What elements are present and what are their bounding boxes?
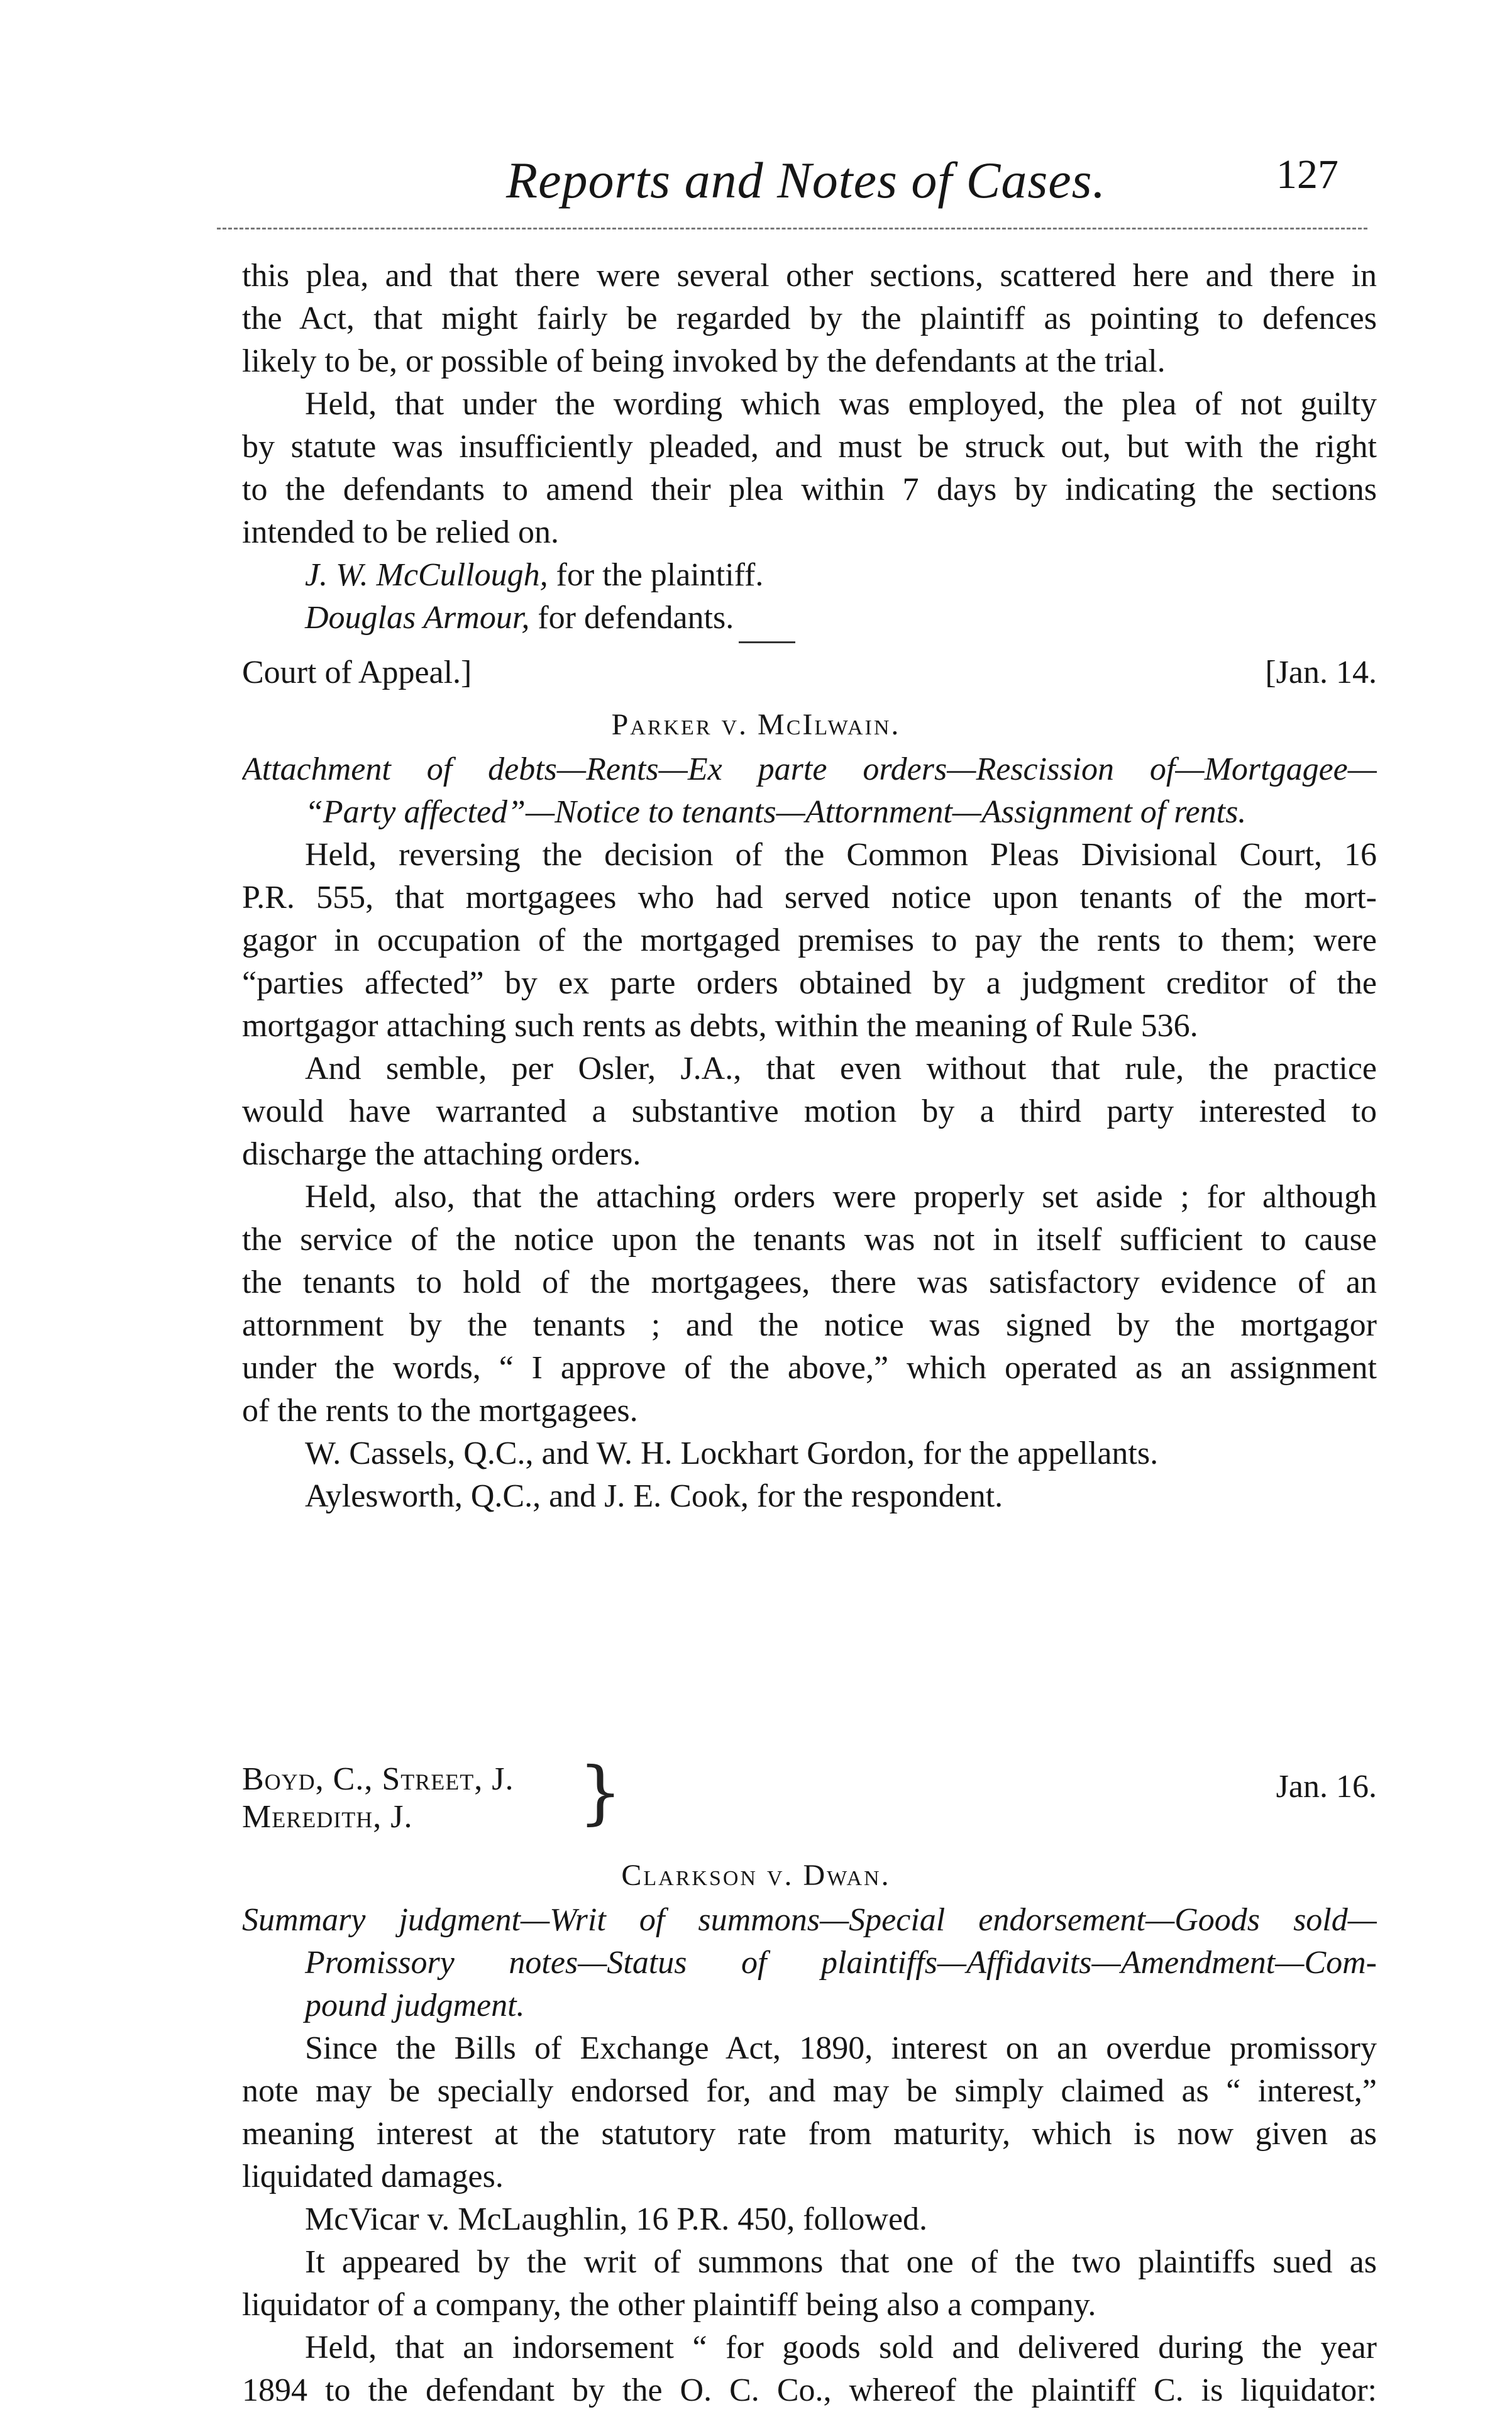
body-line: 1894 to the defendant by the O. C. Co., whereof the plaintiff C. is liquidator: — [242, 2372, 1377, 2408]
brace-glyph: } — [578, 1752, 622, 1832]
body-line: discharge the attaching orders. — [242, 1136, 641, 1172]
case-date: [Jan. 14. — [1265, 655, 1377, 690]
headnote-line: Attachment of debts—Rents—Ex parte orders—Rescission of—Mortgagee— — [242, 751, 1377, 787]
body-line: likely to be, or possible of being invoked by the defendants at the trial. — [242, 343, 1166, 379]
headnote-line: Summary judgment—Writ of summons—Special endorsement—Goods sold— — [242, 1902, 1377, 1938]
counsel-name: Douglas Armour, — [305, 600, 530, 636]
headnote-line: pound judgment. — [305, 1988, 525, 2023]
page-number: 127 — [1276, 152, 1338, 197]
court-name: Court of Appeal.] — [242, 655, 472, 690]
body-line: McVicar v. McLaughlin, 16 P.R. 450, followed. — [305, 2201, 928, 2237]
headnote-line: “Party affected”—Notice to tenants—Attornment—Assignment of rents. — [305, 794, 1247, 830]
body-line: to the defendants to amend their plea within 7 days by indicating the sections — [242, 472, 1377, 507]
headnote-line: Promissory notes—Status of plaintiffs—Affidavits—Amendment—Com- — [305, 1945, 1377, 1981]
counsel-role: for defendants. — [538, 600, 734, 636]
counsel-line: W. Cassels, Q.C., and W. H. Lockhart Gordon, for the appellants. — [305, 1436, 1159, 1471]
case-title: Parker v. McIlwain. — [611, 708, 901, 741]
running-head — [0, 151, 1512, 220]
body-line: liquidated damages. — [242, 2159, 504, 2194]
case1-tail — [242, 255, 1377, 639]
body-line: this plea, and that there were several other sections, scattered here and there in — [242, 258, 1377, 294]
counsel-role: for the plaintiff. — [556, 557, 764, 593]
body-line: by statute was insufficiently pleaded, and must be struck out, but with the right — [242, 429, 1377, 465]
body-line: Held, also, that the attaching orders were properly set aside ; for although — [305, 1179, 1377, 1215]
body-line: the Act, that might fairly be regarded by the plaintiff as pointing to defences — [242, 301, 1377, 336]
judges-row — [242, 1761, 1377, 1849]
body-line: P.R. 555, that mortgagees who had served notice upon tenants of the mort- — [242, 880, 1377, 916]
body-line: mortgagor attaching such rents as debts, within the meaning of Rule 536. — [242, 1008, 1198, 1044]
counsel-line — [242, 597, 1377, 639]
body-line: “parties affected” by ex parte orders obtained by a judgment creditor of the — [242, 965, 1377, 1001]
body-line: intended to be relied on. — [242, 514, 559, 550]
body-line: meaning interest at the statutory rate from maturity, which is now given as — [242, 2116, 1377, 2152]
case-date: Jan. 16. — [1276, 1769, 1377, 1805]
body-line: under the words, “ I approve of the above,” which operated as an assignment — [242, 1350, 1377, 1386]
court-row — [242, 654, 1377, 698]
body-line: of the rents to the mortgagees. — [242, 1393, 638, 1429]
judges-line: Boyd, C., Street, J. — [242, 1761, 514, 1797]
counsel-name: J. W. McCullough, — [305, 557, 548, 593]
body-line: And semble, per Osler, J.A., that even without that rule, the practice — [305, 1051, 1377, 1087]
body-line: liquidator of a company, the other plaintiff being also a company. — [242, 2287, 1096, 2323]
judges-line: Meredith, J. — [242, 1799, 413, 1835]
counsel-line — [242, 554, 1377, 597]
running-title: Reports and Notes of Cases. — [506, 152, 1106, 209]
separator-rule — [739, 641, 795, 643]
body-line: the tenants to hold of the mortgagees, there was satisfactory evidence of an — [242, 1264, 1377, 1300]
body-line: the service of the notice upon the tenants was not in itself sufficient to cause — [242, 1222, 1377, 1258]
case-title: Clarkson v. Dwan. — [621, 1859, 891, 1892]
body-line: It appeared by the writ of summons that one of the two plaintiffs sued as — [305, 2244, 1377, 2280]
body-line: Held, that under the wording which was employed, the plea of not guilty — [305, 386, 1377, 422]
body-line: Since the Bills of Exchange Act, 1890, interest on an overdue promissory — [305, 2030, 1377, 2066]
case2-text — [242, 748, 1377, 1518]
body-line: attornment by the tenants ; and the notice was signed by the mortgagor — [242, 1307, 1377, 1343]
case3-text — [242, 1899, 1377, 2412]
body-line: would have warranted a substantive motion by a third party interested to — [242, 1093, 1377, 1129]
body-line: note may be specially endorsed for, and may be simply claimed as “ interest,” — [242, 2073, 1377, 2109]
header-rule — [217, 228, 1367, 230]
body-line: Held, that an indorsement “ for goods sold and delivered during the year — [305, 2330, 1377, 2365]
body-line: Held, reversing the decision of the Common Pleas Divisional Court, 16 — [305, 837, 1377, 873]
counsel-line: Aylesworth, Q.C., and J. E. Cook, for the respondent. — [305, 1478, 1003, 1514]
body-line: gagor in occupation of the mortgaged premises to pay the rents to them; were — [242, 922, 1377, 958]
